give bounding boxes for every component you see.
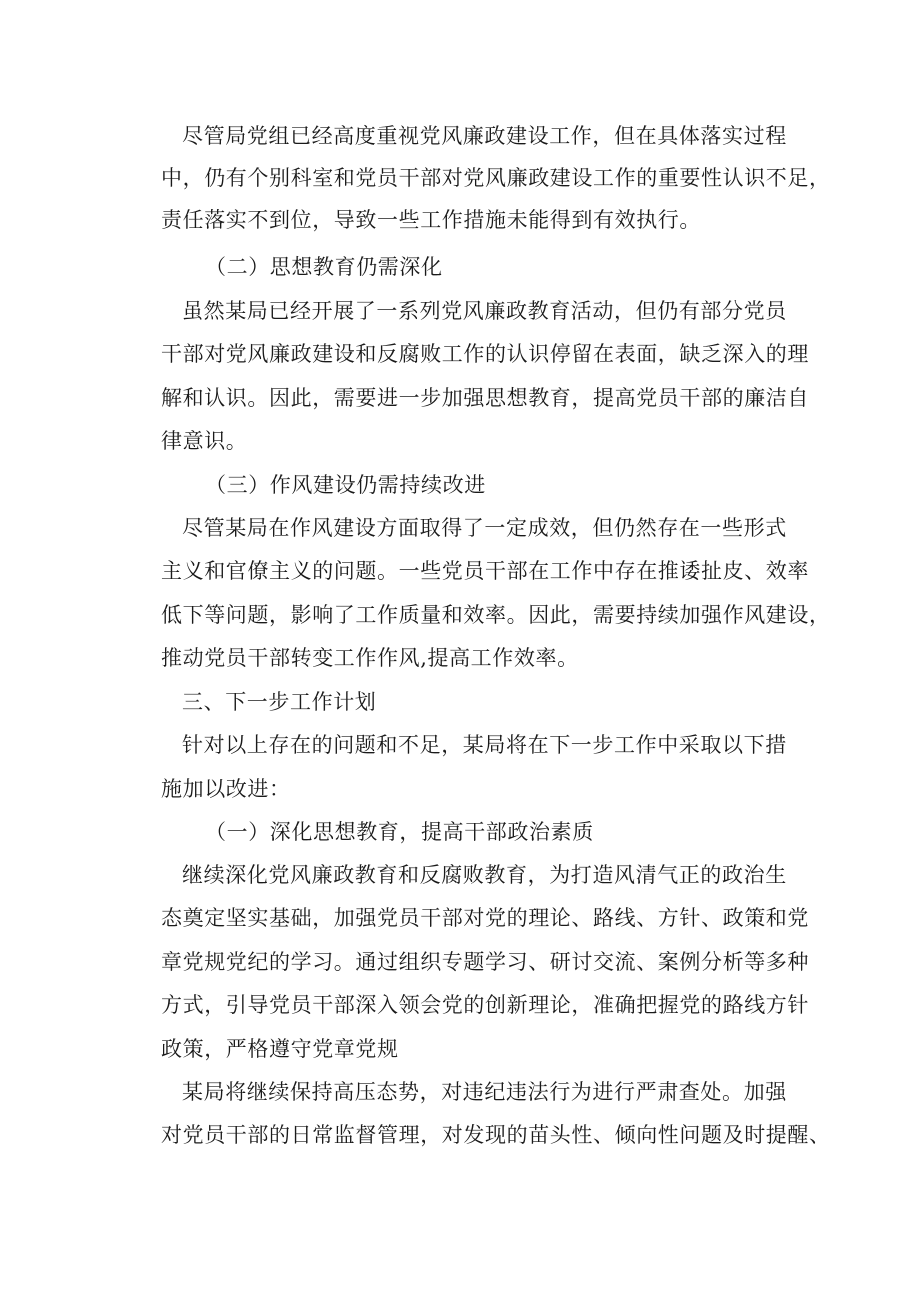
paragraph-line: 尽管某局在作风建设方面取得了一定成效，但仍然存在一些形式: [182, 516, 787, 540]
section-heading: （二）思想教育仍需深化: [205, 255, 443, 279]
chapter-heading: 三、下一步工作计划: [182, 690, 377, 714]
paragraph-line: 解和认识。因此，需要进一步加强思想教育，提高党员干部的廉洁自: [161, 386, 809, 410]
paragraph-line: 尽管局党组已经高度重视党风廉政建设工作，但在具体落实过程: [182, 124, 787, 148]
paragraph-line: 律意识。: [161, 429, 248, 453]
paragraph-line: 虽然某局已经开展了一系列党风廉政教育活动，但仍有部分党员: [182, 299, 787, 323]
paragraph-line: 施加以改进：: [161, 777, 291, 801]
paragraph-line: 针对以上存在的问题和不足，某局将在下一步工作中采取以下措: [182, 733, 787, 757]
paragraph-line: 主义和官僚主义的问题。一些党员干部在工作中存在推诿扯皮、效率: [161, 559, 809, 583]
paragraph-line: 低下等问题，影响了工作质量和效率。因此，需要持续加强作风建设，: [161, 603, 831, 627]
section-heading: （三）作风建设仍需持续改进: [205, 473, 486, 497]
paragraph-line: 章党规党纪的学习。通过组织专题学习、研讨交流、案例分析等多种: [161, 950, 809, 974]
paragraph-line: 中，仍有个别科室和党员干部对党风廉政建设工作的重要性认识不足，: [161, 166, 831, 190]
paragraph-line: 态奠定坚实基础，加强党员干部对党的理论、路线、方针、政策和党: [161, 906, 809, 930]
paragraph-line: 推动党员干部转变工作作风,提高工作效率。: [161, 646, 579, 670]
paragraph-line: 方式，引导党员干部深入领会党的创新理论，准确把握党的路线方针: [161, 993, 809, 1017]
paragraph-line: 对党员干部的日常监督管理，对发现的苗头性、倾向性问题及时提醒、: [161, 1123, 831, 1147]
paragraph-line: 干部对党风廉政建设和反腐败工作的认识停留在表面，缺乏深入的理: [161, 342, 809, 366]
paragraph-line: 继续深化党风廉政教育和反腐败教育，为打造风清气正的政治生: [182, 863, 787, 887]
section-heading: （一）深化思想教育，提高干部政治素质: [205, 820, 594, 844]
paragraph-line: 某局将继续保持高压态势，对违纪违法行为进行严肃查处。加强: [182, 1080, 787, 1104]
paragraph-line: 政策，严格遵守党章党规: [161, 1037, 399, 1061]
paragraph-line: 责任落实不到位，导致一些工作措施未能得到有效执行。: [161, 208, 701, 232]
